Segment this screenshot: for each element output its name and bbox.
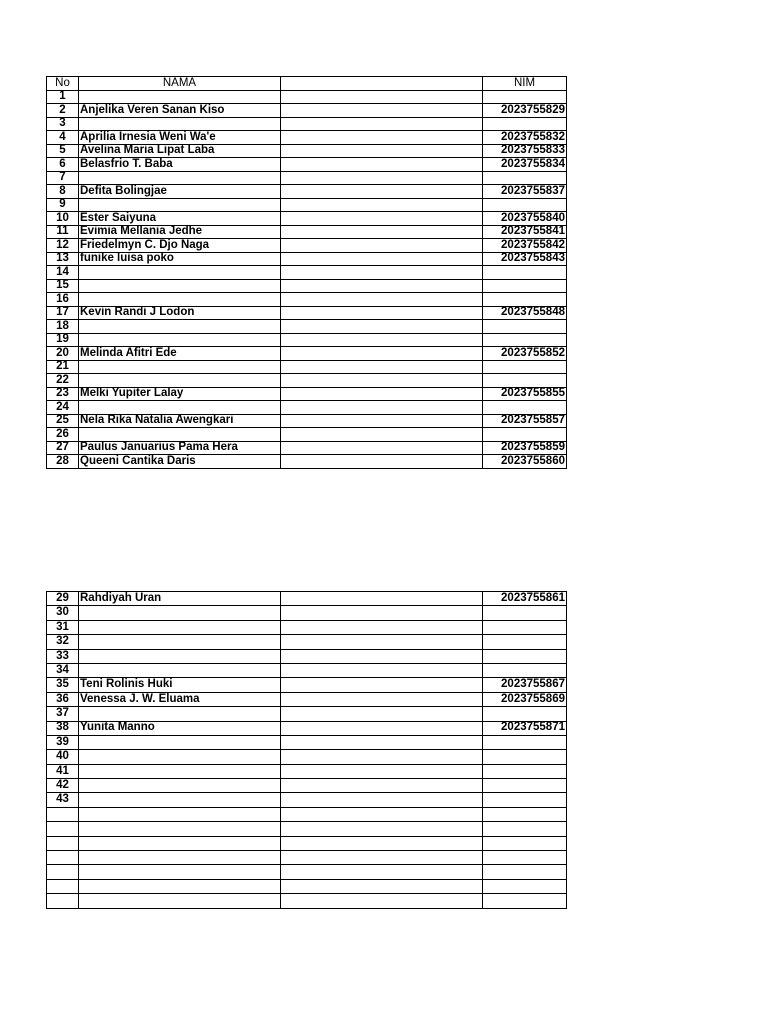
- name-cell: [79, 635, 281, 649]
- name-cell: [79, 735, 281, 749]
- nim-cell: [483, 865, 567, 879]
- student-table-1-body: [47, 77, 567, 469]
- row-number-cell: 30: [47, 606, 79, 620]
- blank-cell: [281, 707, 483, 721]
- blank-cell: [281, 212, 483, 226]
- name-cell: Melki Yupiter Lalay: [79, 387, 281, 401]
- row-number-cell: 31: [47, 620, 79, 634]
- name-cell: [79, 198, 281, 212]
- name-cell: [79, 879, 281, 893]
- table-row: [47, 836, 567, 850]
- table-row: [47, 894, 567, 908]
- name-cell: Queeni Cantika Daris: [79, 455, 281, 469]
- name-cell: [79, 606, 281, 620]
- blank-cell: [281, 592, 483, 606]
- name-cell: Belasfrio T. Baba: [79, 158, 281, 172]
- table-row: [47, 333, 567, 347]
- nim-cell: [483, 90, 567, 104]
- nim-cell: [483, 707, 567, 721]
- nim-cell: [483, 764, 567, 778]
- name-cell: [79, 333, 281, 347]
- table-row: [47, 306, 567, 320]
- table-row: [47, 606, 567, 620]
- nim-cell: 2023755871: [483, 721, 567, 735]
- name-cell: [79, 90, 281, 104]
- row-number-cell: 38: [47, 721, 79, 735]
- table-row: [47, 212, 567, 226]
- table-row: [47, 678, 567, 692]
- table-row: [47, 663, 567, 677]
- table-row: [47, 721, 567, 735]
- table-row: [47, 865, 567, 879]
- blank-cell: [281, 266, 483, 280]
- nim-cell: [483, 266, 567, 280]
- name-cell: [79, 117, 281, 131]
- nim-cell: [483, 401, 567, 415]
- nim-cell: 2023755834: [483, 158, 567, 172]
- blank-cell: [281, 131, 483, 145]
- table-row: [47, 592, 567, 606]
- table-row: [47, 131, 567, 145]
- blank-cell: [281, 171, 483, 185]
- nim-cell: 2023755857: [483, 414, 567, 428]
- nim-cell: 2023755859: [483, 441, 567, 455]
- blank-cell: [281, 333, 483, 347]
- student-table-2: [46, 591, 567, 909]
- blank-cell: [281, 455, 483, 469]
- table-row: [47, 104, 567, 118]
- nim-cell: 2023755869: [483, 692, 567, 706]
- nim-cell: [483, 117, 567, 131]
- row-number-cell: 28: [47, 455, 79, 469]
- blank-cell: [281, 865, 483, 879]
- row-number-cell: 10: [47, 212, 79, 226]
- row-number-cell: 3: [47, 117, 79, 131]
- table-row: [47, 735, 567, 749]
- table-row: [47, 347, 567, 361]
- blank-cell: [281, 851, 483, 865]
- name-cell: [79, 822, 281, 836]
- name-cell: [79, 779, 281, 793]
- table-header-row: [47, 77, 567, 91]
- name-cell: [79, 293, 281, 307]
- row-number-cell: 4: [47, 131, 79, 145]
- nim-cell: 2023755860: [483, 455, 567, 469]
- row-number-cell: [47, 894, 79, 908]
- nim-cell: [483, 779, 567, 793]
- row-number-cell: 36: [47, 692, 79, 706]
- row-number-cell: 40: [47, 750, 79, 764]
- table-row: [47, 822, 567, 836]
- name-cell: Friedelmyn C. Djo Naga: [79, 239, 281, 253]
- nim-cell: [483, 320, 567, 334]
- table-row: [47, 185, 567, 199]
- row-number-cell: 14: [47, 266, 79, 280]
- nim-cell: [483, 198, 567, 212]
- table-row: [47, 414, 567, 428]
- table-row: [47, 158, 567, 172]
- row-number-cell: 27: [47, 441, 79, 455]
- row-number-cell: 7: [47, 171, 79, 185]
- row-number-cell: 26: [47, 428, 79, 442]
- table-row: [47, 692, 567, 706]
- row-number-cell: 34: [47, 663, 79, 677]
- row-number-cell: 5: [47, 144, 79, 158]
- name-cell: Ester Saiyuna: [79, 212, 281, 226]
- name-cell: [79, 649, 281, 663]
- blank-cell: [281, 764, 483, 778]
- blank-cell: [281, 293, 483, 307]
- name-cell: Aprilia Irnesia Weni Wa'e: [79, 131, 281, 145]
- blank-cell: [281, 620, 483, 634]
- blank-cell: [281, 779, 483, 793]
- blank-cell: [281, 663, 483, 677]
- name-cell: [79, 807, 281, 821]
- blank-cell: [281, 807, 483, 821]
- name-cell: [79, 428, 281, 442]
- row-number-cell: 41: [47, 764, 79, 778]
- name-cell: Teni Rolinis Huki: [79, 678, 281, 692]
- nim-cell: [483, 333, 567, 347]
- name-cell: [79, 836, 281, 850]
- nim-cell: 2023755861: [483, 592, 567, 606]
- blank-cell: [281, 606, 483, 620]
- name-cell: [79, 851, 281, 865]
- blank-cell: [281, 401, 483, 415]
- blank-cell: [281, 441, 483, 455]
- name-cell: [79, 793, 281, 807]
- blank-cell: [281, 374, 483, 388]
- table-row: [47, 387, 567, 401]
- row-number-cell: [47, 851, 79, 865]
- blank-cell: [281, 225, 483, 239]
- header-blank: [281, 77, 483, 91]
- row-number-cell: 24: [47, 401, 79, 415]
- table-row: [47, 279, 567, 293]
- name-cell: [79, 764, 281, 778]
- table-row: [47, 428, 567, 442]
- name-cell: Melinda Afitri Ede: [79, 347, 281, 361]
- table-row: [47, 635, 567, 649]
- nim-cell: [483, 279, 567, 293]
- nim-cell: 2023755848: [483, 306, 567, 320]
- name-cell: Venessa J. W. Eluama: [79, 692, 281, 706]
- row-number-cell: 37: [47, 707, 79, 721]
- name-cell: Defita Bolingjae: [79, 185, 281, 199]
- name-cell: [79, 894, 281, 908]
- name-cell: Rahdiyah Uran: [79, 592, 281, 606]
- nim-cell: [483, 836, 567, 850]
- blank-cell: [281, 692, 483, 706]
- blank-cell: [281, 185, 483, 199]
- row-number-cell: [47, 822, 79, 836]
- blank-cell: [281, 822, 483, 836]
- nim-cell: [483, 663, 567, 677]
- blank-cell: [281, 649, 483, 663]
- row-number-cell: 12: [47, 239, 79, 253]
- table-row: [47, 360, 567, 374]
- name-cell: Kevin Randi J Lodon: [79, 306, 281, 320]
- table-row: [47, 293, 567, 307]
- name-cell: Paulus Januarius Pama Hera: [79, 441, 281, 455]
- row-number-cell: 39: [47, 735, 79, 749]
- blank-cell: [281, 387, 483, 401]
- blank-cell: [281, 678, 483, 692]
- row-number-cell: 35: [47, 678, 79, 692]
- name-cell: Avelina Maria Lipat Laba: [79, 144, 281, 158]
- row-number-cell: 19: [47, 333, 79, 347]
- nim-cell: [483, 635, 567, 649]
- nim-cell: [483, 606, 567, 620]
- blank-cell: [281, 428, 483, 442]
- table-row: [47, 225, 567, 239]
- name-cell: Nela Rika Natalia Awengkari: [79, 414, 281, 428]
- table-row: [47, 198, 567, 212]
- nim-cell: [483, 807, 567, 821]
- student-table-2-body: [47, 592, 567, 909]
- table-row: [47, 441, 567, 455]
- name-cell: [79, 620, 281, 634]
- blank-cell: [281, 117, 483, 131]
- blank-cell: [281, 836, 483, 850]
- name-cell: [79, 750, 281, 764]
- blank-cell: [281, 306, 483, 320]
- blank-cell: [281, 104, 483, 118]
- blank-cell: [281, 750, 483, 764]
- nim-cell: 2023755843: [483, 252, 567, 266]
- row-number-cell: 33: [47, 649, 79, 663]
- table-row: [47, 879, 567, 893]
- nim-cell: 2023755833: [483, 144, 567, 158]
- nim-cell: [483, 428, 567, 442]
- name-cell: Evimia Mellania Jedhe: [79, 225, 281, 239]
- blank-cell: [281, 320, 483, 334]
- nim-cell: [483, 851, 567, 865]
- name-cell: [79, 320, 281, 334]
- name-cell: funike luisa poko: [79, 252, 281, 266]
- name-cell: [79, 865, 281, 879]
- nim-cell: [483, 171, 567, 185]
- row-number-cell: 42: [47, 779, 79, 793]
- name-cell: Anjelika Veren Sanan Kiso: [79, 104, 281, 118]
- name-cell: Yunita Manno: [79, 721, 281, 735]
- nim-cell: 2023755832: [483, 131, 567, 145]
- row-number-cell: 13: [47, 252, 79, 266]
- table-row: [47, 401, 567, 415]
- nim-cell: 2023755829: [483, 104, 567, 118]
- table-row: [47, 266, 567, 280]
- table-row: [47, 779, 567, 793]
- row-number-cell: 16: [47, 293, 79, 307]
- table-row: [47, 649, 567, 663]
- nim-cell: 2023755841: [483, 225, 567, 239]
- blank-cell: [281, 735, 483, 749]
- nim-cell: [483, 822, 567, 836]
- table-row: [47, 117, 567, 131]
- nim-cell: [483, 649, 567, 663]
- row-number-cell: 43: [47, 793, 79, 807]
- blank-cell: [281, 347, 483, 361]
- nim-cell: 2023755842: [483, 239, 567, 253]
- blank-cell: [281, 252, 483, 266]
- nim-cell: 2023755852: [483, 347, 567, 361]
- nim-cell: [483, 894, 567, 908]
- row-number-cell: 6: [47, 158, 79, 172]
- table-row: [47, 144, 567, 158]
- row-number-cell: 11: [47, 225, 79, 239]
- blank-cell: [281, 414, 483, 428]
- nim-cell: [483, 374, 567, 388]
- blank-cell: [281, 721, 483, 735]
- header-nama: NAMA: [79, 77, 281, 91]
- nim-cell: [483, 735, 567, 749]
- blank-cell: [281, 879, 483, 893]
- header-no: No: [47, 77, 79, 91]
- nim-cell: [483, 620, 567, 634]
- row-number-cell: [47, 879, 79, 893]
- table-row: [47, 171, 567, 185]
- table-row: [47, 793, 567, 807]
- name-cell: [79, 360, 281, 374]
- row-number-cell: 8: [47, 185, 79, 199]
- student-table-1: [46, 76, 567, 469]
- row-number-cell: 15: [47, 279, 79, 293]
- nim-cell: [483, 793, 567, 807]
- name-cell: [79, 401, 281, 415]
- table-row: [47, 750, 567, 764]
- name-cell: [79, 374, 281, 388]
- row-number-cell: 21: [47, 360, 79, 374]
- name-cell: [79, 171, 281, 185]
- blank-cell: [281, 239, 483, 253]
- row-number-cell: 2: [47, 104, 79, 118]
- nim-cell: 2023755837: [483, 185, 567, 199]
- row-number-cell: 22: [47, 374, 79, 388]
- row-number-cell: [47, 807, 79, 821]
- row-number-cell: 20: [47, 347, 79, 361]
- blank-cell: [281, 198, 483, 212]
- table-row: [47, 807, 567, 821]
- table-row: [47, 707, 567, 721]
- table-row: [47, 620, 567, 634]
- nim-cell: [483, 360, 567, 374]
- name-cell: [79, 663, 281, 677]
- row-number-cell: 17: [47, 306, 79, 320]
- table-row: [47, 239, 567, 253]
- row-number-cell: 25: [47, 414, 79, 428]
- name-cell: [79, 707, 281, 721]
- table-row: [47, 851, 567, 865]
- blank-cell: [281, 894, 483, 908]
- nim-cell: 2023755840: [483, 212, 567, 226]
- row-number-cell: 29: [47, 592, 79, 606]
- nim-cell: 2023755855: [483, 387, 567, 401]
- table-row: [47, 90, 567, 104]
- name-cell: [79, 266, 281, 280]
- table-row: [47, 374, 567, 388]
- row-number-cell: 1: [47, 90, 79, 104]
- nim-cell: [483, 750, 567, 764]
- row-number-cell: 23: [47, 387, 79, 401]
- name-cell: [79, 279, 281, 293]
- row-number-cell: 32: [47, 635, 79, 649]
- table-row: [47, 764, 567, 778]
- row-number-cell: 9: [47, 198, 79, 212]
- row-number-cell: 18: [47, 320, 79, 334]
- nim-cell: [483, 293, 567, 307]
- table-row: [47, 455, 567, 469]
- table-row: [47, 320, 567, 334]
- blank-cell: [281, 158, 483, 172]
- table-row: [47, 252, 567, 266]
- header-nim: NIM: [483, 77, 567, 91]
- blank-cell: [281, 144, 483, 158]
- row-number-cell: [47, 865, 79, 879]
- blank-cell: [281, 360, 483, 374]
- nim-cell: 2023755867: [483, 678, 567, 692]
- blank-cell: [281, 793, 483, 807]
- blank-cell: [281, 90, 483, 104]
- blank-cell: [281, 279, 483, 293]
- nim-cell: [483, 879, 567, 893]
- blank-cell: [281, 635, 483, 649]
- row-number-cell: [47, 836, 79, 850]
